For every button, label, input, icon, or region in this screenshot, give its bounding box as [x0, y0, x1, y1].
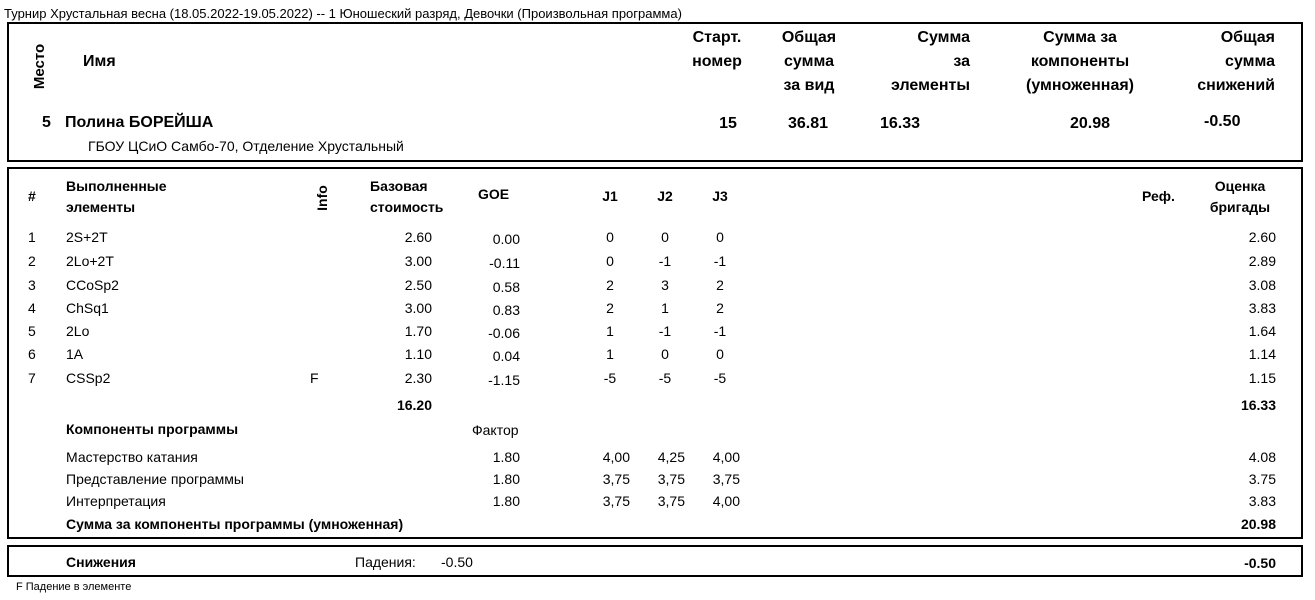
component-panel-score: 3.83 — [1248, 493, 1276, 509]
element-base-value: 2.50 — [404, 277, 432, 293]
element-judge1: -5 — [603, 370, 617, 386]
element-judge2: 0 — [661, 346, 669, 362]
falls-value: -0.50 — [441, 554, 473, 570]
element-judge2: 0 — [661, 229, 669, 245]
skater-place: 5 — [42, 114, 51, 131]
element-judge1: 0 — [606, 229, 614, 245]
component-judge2: 4,25 — [657, 449, 685, 465]
component-name: Интерпретация — [66, 493, 166, 509]
element-judge2: -1 — [658, 323, 672, 339]
element-judge3: 2 — [716, 277, 724, 293]
component-judge2: 3,75 — [657, 493, 685, 509]
component-factor: 1.80 — [492, 493, 520, 509]
element-judge1: 2 — [606, 300, 614, 316]
element-goe: -0.06 — [488, 325, 520, 341]
falls-label: Падения: — [355, 554, 416, 570]
element-name: CSSp2 — [66, 370, 111, 386]
component-judge3: 3,75 — [712, 471, 740, 487]
element-judge3: -1 — [713, 253, 727, 269]
element-judge2: 1 — [661, 300, 669, 316]
element-number: 2 — [28, 253, 36, 269]
element-name: CCoSp2 — [66, 277, 119, 293]
element-panel-score: 2.60 — [1248, 229, 1276, 245]
component-panel-score: 3.75 — [1248, 471, 1276, 487]
element-number-header: # — [28, 188, 36, 204]
skater-components-score: 20.98 — [1070, 115, 1111, 132]
element-panel-score: 3.08 — [1248, 277, 1276, 293]
element-info: F — [310, 370, 319, 386]
element-name: ChSq1 — [66, 300, 109, 316]
component-judge1: 3,75 — [602, 471, 630, 487]
element-panel-score: 1.15 — [1248, 370, 1276, 386]
element-base-value: 1.10 — [404, 346, 432, 362]
panel-score-header: Оценка бригады — [1209, 178, 1271, 215]
deductions-header: Общая сумма снижений — [1197, 29, 1275, 94]
element-name: 2Lo+2T — [66, 253, 114, 269]
element-number: 5 — [28, 323, 36, 339]
element-base-value: 2.30 — [404, 370, 432, 386]
element-base-value: 2.60 — [404, 229, 432, 245]
component-judge1: 4,00 — [602, 449, 630, 465]
referee-header: Реф. — [1142, 188, 1175, 204]
goe-header: GOE — [478, 186, 510, 202]
component-judge2: 3,75 — [657, 471, 685, 487]
component-panel-score: 4.08 — [1248, 449, 1276, 465]
element-number: 7 — [28, 370, 36, 386]
element-judge3: 0 — [716, 346, 724, 362]
component-factor: 1.80 — [492, 471, 520, 487]
start-number-header: Старт. номер — [692, 29, 742, 70]
skater-elements-score: 16.33 — [880, 115, 921, 132]
document-title: Турнир Хрустальная весна (18.05.2022-19.05.2022) -- 1 Юношеский разряд, Девочки (Произвольная программа) — [4, 6, 682, 21]
skater-name: Полина БОРЕЙША — [65, 114, 214, 131]
components-score-header: Сумма за компоненты (умноженная) — [1026, 29, 1134, 94]
components-heading: Компоненты программы — [66, 421, 239, 437]
element-judge1: 1 — [606, 323, 614, 339]
element-base-value: 3.00 — [404, 253, 432, 269]
element-judge1: 2 — [606, 277, 614, 293]
base-value-header: Базовая стоимость — [370, 178, 444, 215]
components-total: 20.98 — [1240, 516, 1276, 532]
element-judge3: 2 — [716, 300, 724, 316]
base-value-total: 16.20 — [396, 397, 432, 413]
skater-start-number: 15 — [719, 115, 737, 132]
element-name: 2S+2T — [66, 229, 108, 245]
deductions-total: -0.50 — [1244, 555, 1276, 571]
place-header: Место — [31, 43, 49, 89]
element-judge2: -1 — [658, 253, 672, 269]
name-header: Имя — [83, 53, 116, 70]
component-name: Представление программы — [66, 471, 244, 487]
element-base-value: 3.00 — [404, 300, 432, 316]
component-name: Мастерство катания — [66, 449, 198, 465]
element-panel-score: 1.64 — [1248, 323, 1276, 339]
element-judge1: 0 — [606, 253, 614, 269]
elements-score-header: Сумма за элементы — [891, 29, 970, 94]
element-base-value: 1.70 — [404, 323, 432, 339]
element-panel-score: 3.83 — [1248, 300, 1276, 316]
skater-club: ГБОУ ЦСиО Самбо-70, Отделение Хрустальный — [88, 138, 404, 154]
component-judge3: 4,00 — [712, 449, 740, 465]
deductions-box — [7, 545, 1303, 577]
footnote: F Падение в элементе — [16, 581, 132, 593]
judge3-header: J3 — [712, 188, 728, 204]
info-header: Info — [314, 185, 330, 211]
element-judge3: -5 — [713, 370, 727, 386]
element-judge2: -5 — [658, 370, 672, 386]
element-number: 4 — [28, 300, 36, 316]
elements-score-total: 16.33 — [1240, 397, 1276, 413]
component-judge3: 4,00 — [712, 493, 740, 509]
judge2-header: J2 — [657, 188, 673, 204]
total-score-header: Общая сумма за вид — [781, 29, 837, 94]
element-number: 6 — [28, 346, 36, 362]
element-goe: -1.15 — [488, 372, 520, 388]
element-panel-score: 2.89 — [1248, 253, 1276, 269]
executed-elements-header: Выполненные элементы — [66, 178, 167, 215]
deductions-label: Снижения — [66, 554, 136, 570]
element-judge1: 1 — [606, 346, 614, 362]
element-number: 3 — [28, 277, 36, 293]
element-name: 1A — [66, 346, 84, 362]
element-name: 2Lo — [66, 323, 90, 339]
element-judge3: 0 — [716, 229, 724, 245]
element-number: 1 — [28, 229, 36, 245]
element-goe: 0.00 — [492, 231, 520, 247]
element-judge3: -1 — [713, 323, 727, 339]
element-goe: 0.58 — [492, 279, 520, 295]
element-judge2: 3 — [661, 277, 669, 293]
skater-deductions: -0.50 — [1204, 113, 1241, 130]
element-goe: 0.04 — [492, 348, 520, 364]
component-factor: 1.80 — [492, 449, 520, 465]
judge1-header: J1 — [602, 188, 618, 204]
component-judge1: 3,75 — [602, 493, 630, 509]
factor-header: Фактор — [472, 422, 519, 438]
skater-total-score: 36.81 — [787, 115, 829, 132]
element-goe: 0.83 — [492, 302, 520, 318]
components-total-label: Сумма за компоненты программы (умноженная) — [66, 516, 404, 532]
element-goe: -0.11 — [489, 255, 520, 271]
element-panel-score: 1.14 — [1248, 346, 1276, 362]
